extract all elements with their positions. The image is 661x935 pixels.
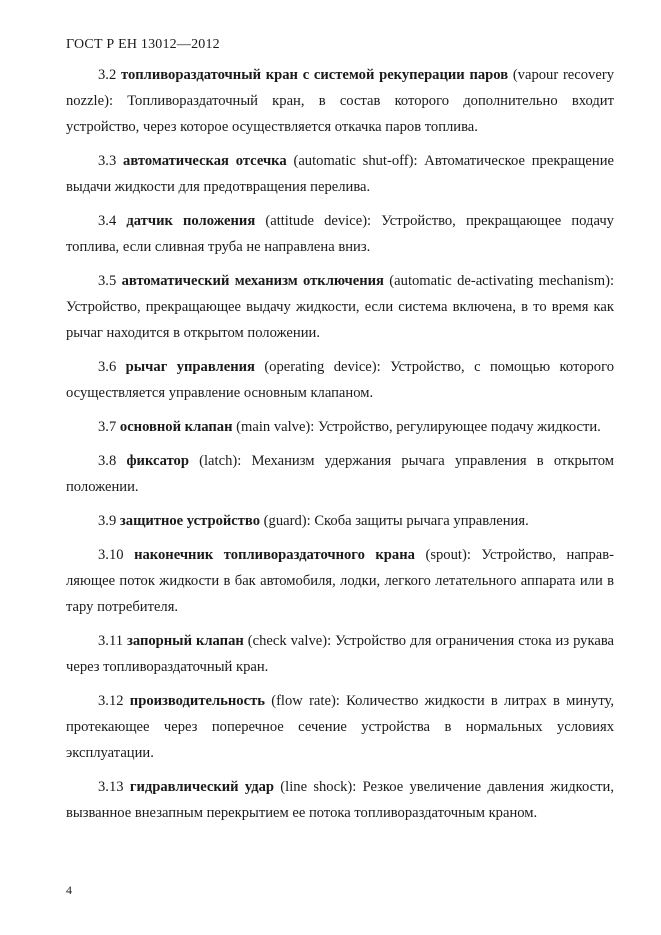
clause-number: 3.6 xyxy=(98,359,117,375)
definition-3-8 xyxy=(66,448,614,500)
clause-number: 3.7 xyxy=(98,419,117,435)
definitions-list xyxy=(66,62,614,834)
definition-text: (operating device): Устройство, с помощью которого осуществляется управление основным клапаном. xyxy=(66,359,615,401)
term: фиксатор xyxy=(126,453,189,469)
definition-3-4 xyxy=(66,208,614,260)
standard-designation: ГОСТ Р ЕН 13012—2012 xyxy=(66,37,220,52)
clause-number: 3.5 xyxy=(98,273,117,289)
definition-3-12 xyxy=(66,688,614,766)
definition-3-3 xyxy=(66,148,614,200)
term: автоматический механизм отключения xyxy=(121,273,384,289)
definition-3-7 xyxy=(66,414,614,440)
term: гидравлический удар xyxy=(129,779,275,795)
definition-text: (automatic de-activating mechanism): Устройство, прекращающее выдачу жидкости, если система включена, в то время как рычаг находится в открытом положении. xyxy=(66,273,614,341)
definition-text: (spout): Устройство, направляющее поток жидкости в бак автомобиля, лодки, легкого летательного аппарата или в тару потребителя. xyxy=(66,547,614,615)
definition-text: (guard): Скоба защиты рычага управления. xyxy=(260,513,529,529)
definition-text: (latch): Механизм удержания рычага управления в открытом положении. xyxy=(66,453,614,495)
term: рычаг управления xyxy=(125,359,255,375)
clause-number: 3.12 xyxy=(98,693,124,709)
definition-text: (flow rate): Количество жидкости в литрах в минуту, протекающее через поперечное сечение устройства в нормальных условиях эксплуатации. xyxy=(66,693,614,761)
clause-number: 3.9 xyxy=(98,513,117,529)
term: основной клапан xyxy=(119,419,233,435)
definition-3-6 xyxy=(66,354,614,406)
definition-text: (main valve): Устройство, регулирующее подачу жидкости. xyxy=(232,419,601,435)
definition-text: (attitude device): Устройство, прекращающее подачу топлива, если сливная труба не направлена вниз. xyxy=(66,213,614,255)
clause-number: 3.3 xyxy=(98,153,117,169)
definition-3-11 xyxy=(66,628,614,680)
clause-number: 3.13 xyxy=(98,779,124,795)
term: запорный клапан xyxy=(126,633,244,649)
clause-number: 3.11 xyxy=(98,633,123,649)
definition-3-10 xyxy=(66,542,614,620)
definition-3-13 xyxy=(66,774,614,826)
definition-text: (check valve): Устройство для ограничения стока из рукава через топливораздаточный кран. xyxy=(66,633,614,675)
term: производительность xyxy=(129,693,265,709)
definition-3-9 xyxy=(66,508,614,534)
term: датчик положения xyxy=(126,213,256,229)
term: защитное устройство xyxy=(119,513,261,529)
clause-number: 3.4 xyxy=(98,213,117,229)
definition-text: (vapour recovery nozzle): Топливораздаточный кран, в состав которого дополнительно входит устройство, через которое осуществляется откачка паров топлива. xyxy=(66,67,614,135)
term: автоматическая отсечка xyxy=(123,153,287,169)
term: топливораздаточный кран с системой рекуперации паров xyxy=(120,67,509,83)
clause-number: 3.10 xyxy=(98,547,124,563)
clause-number: 3.8 xyxy=(98,453,117,469)
clause-number: 3.2 xyxy=(98,67,117,83)
definition-text: (line shock): Резкое увеличение давления жидкости, вызванное внезапным перекрытием ее потока топливораздаточным краном. xyxy=(66,779,614,821)
page-number: 4 xyxy=(66,883,72,897)
definition-3-2 xyxy=(66,62,614,140)
definition-3-5 xyxy=(66,268,614,346)
definition-text: (automatic shut-off): Автоматическое прекращение выдачи жидкости для предотвращения перелива. xyxy=(66,153,614,195)
term: наконечник топливораздаточного крана xyxy=(134,547,415,563)
